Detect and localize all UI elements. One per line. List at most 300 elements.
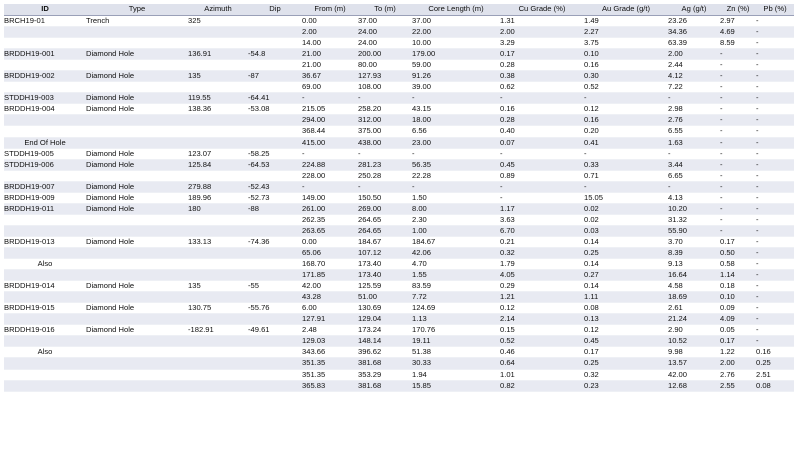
cell-dip: -64.41 [248, 93, 302, 104]
cell-dip: -58.25 [248, 148, 302, 159]
cell-ag: - [668, 181, 720, 192]
cell-pb: - [756, 104, 794, 115]
cell-type: Diamond Hole [86, 303, 188, 314]
table-row [4, 259, 794, 270]
cell-azimuth: 125.84 [188, 159, 248, 170]
cell-azimuth [188, 27, 248, 38]
cell-dip: -52.73 [248, 192, 302, 203]
cell-core-length: 22.00 [412, 27, 500, 38]
cell-from: 263.65 [302, 225, 358, 236]
cell-pb: 0.16 [756, 347, 794, 358]
table-row [4, 358, 794, 369]
cell-from: 215.05 [302, 104, 358, 115]
cell-azimuth: -182.91 [188, 325, 248, 336]
cell-to: 381.68 [358, 358, 412, 369]
table-row [4, 115, 794, 126]
cell-dip [248, 358, 302, 369]
table-row [4, 314, 794, 325]
cell-type: Diamond Hole [86, 281, 188, 292]
cell-to: 173.40 [358, 270, 412, 281]
cell-zn: 2.00 [720, 358, 756, 369]
cell-dip: -54.8 [248, 49, 302, 60]
cell-cu-grade: 0.89 [500, 170, 584, 181]
cell-zn: 0.10 [720, 292, 756, 303]
cell-core-length: 6.56 [412, 126, 500, 137]
cell-zn: 0.09 [720, 303, 756, 314]
cell-id: STDDH19-003 [4, 93, 86, 104]
column-header-pb: Pb (%) [756, 4, 794, 16]
cell-dip: -55.76 [248, 303, 302, 314]
cell-core-length: 23.00 [412, 137, 500, 148]
cell-dip [248, 270, 302, 281]
cell-from: 415.00 [302, 137, 358, 148]
cell-from: 69.00 [302, 82, 358, 93]
cell-to: 24.00 [358, 27, 412, 38]
cell-from: 21.00 [302, 49, 358, 60]
cell-au-grade: 0.16 [584, 115, 668, 126]
cell-core-length: 42.06 [412, 247, 500, 258]
cell-pb: - [756, 27, 794, 38]
cell-zn: - [720, 170, 756, 181]
cell-dip [248, 16, 302, 27]
cell-to: 108.00 [358, 82, 412, 93]
cell-dip [248, 314, 302, 325]
cell-type [86, 137, 188, 148]
cell-type: Diamond Hole [86, 159, 188, 170]
cell-au-grade: - [584, 93, 668, 104]
cell-pb: - [756, 325, 794, 336]
cell-cu-grade: - [500, 93, 584, 104]
cell-ag: 2.98 [668, 104, 720, 115]
cell-au-grade: 3.75 [584, 38, 668, 49]
drill-results-table [4, 4, 794, 392]
cell-cu-grade: 0.62 [500, 82, 584, 93]
cell-cu-grade: 0.12 [500, 303, 584, 314]
cell-pb: - [756, 82, 794, 93]
cell-cu-grade: 0.45 [500, 159, 584, 170]
cell-dip: -88 [248, 203, 302, 214]
cell-core-length: 4.70 [412, 259, 500, 270]
cell-from: 149.00 [302, 192, 358, 203]
cell-core-length: 2.30 [412, 214, 500, 225]
cell-ag: 4.13 [668, 192, 720, 203]
cell-from: 343.66 [302, 347, 358, 358]
cell-from: 228.00 [302, 170, 358, 181]
table-row [4, 71, 794, 82]
cell-from: 351.35 [302, 358, 358, 369]
cell-type [86, 358, 188, 369]
cell-core-length: 179.00 [412, 49, 500, 60]
cell-type [86, 292, 188, 303]
cell-cu-grade: 6.70 [500, 225, 584, 236]
cell-from: 0.00 [302, 236, 358, 247]
cell-core-length: 7.72 [412, 292, 500, 303]
cell-ag: 6.65 [668, 170, 720, 181]
cell-to: 51.00 [358, 292, 412, 303]
table-row [4, 181, 794, 192]
cell-cu-grade: 0.21 [500, 236, 584, 247]
cell-dip: -74.36 [248, 236, 302, 247]
cell-zn: 2.55 [720, 380, 756, 391]
table-row [4, 236, 794, 247]
cell-azimuth: 135 [188, 71, 248, 82]
cell-to: - [358, 148, 412, 159]
cell-au-grade: 0.25 [584, 358, 668, 369]
cell-cu-grade: 1.21 [500, 292, 584, 303]
table-row [4, 270, 794, 281]
cell-pb: - [756, 93, 794, 104]
cell-dip [248, 115, 302, 126]
table-row [4, 214, 794, 225]
cell-cu-grade: - [500, 181, 584, 192]
cell-ag: 12.68 [668, 380, 720, 391]
cell-azimuth [188, 270, 248, 281]
cell-zn: - [720, 159, 756, 170]
cell-azimuth [188, 247, 248, 258]
cell-pb: - [756, 148, 794, 159]
cell-cu-grade: 0.40 [500, 126, 584, 137]
cell-zn: 0.58 [720, 259, 756, 270]
cell-from: 368.44 [302, 126, 358, 137]
cell-core-length: - [412, 93, 500, 104]
cell-zn: 0.17 [720, 336, 756, 347]
cell-core-length: 30.33 [412, 358, 500, 369]
cell-au-grade: 0.71 [584, 170, 668, 181]
cell-to: - [358, 181, 412, 192]
cell-dip [248, 137, 302, 148]
cell-azimuth [188, 60, 248, 71]
cell-dip [248, 225, 302, 236]
cell-type: Diamond Hole [86, 192, 188, 203]
cell-au-grade: 0.12 [584, 325, 668, 336]
cell-core-length: 1.00 [412, 225, 500, 236]
cell-type [86, 369, 188, 380]
cell-to: 127.93 [358, 71, 412, 82]
cell-cu-grade: - [500, 148, 584, 159]
cell-from: 65.06 [302, 247, 358, 258]
cell-dip: -53.08 [248, 104, 302, 115]
cell-cu-grade: 3.63 [500, 214, 584, 225]
cell-type: Diamond Hole [86, 181, 188, 192]
cell-pb: - [756, 247, 794, 258]
column-header-au-grade: Au Grade (g/t) [584, 4, 668, 16]
cell-core-length: 39.00 [412, 82, 500, 93]
cell-to: 37.00 [358, 16, 412, 27]
cell-type [86, 225, 188, 236]
cell-au-grade: 0.23 [584, 380, 668, 391]
cell-dip [248, 214, 302, 225]
cell-azimuth [188, 336, 248, 347]
cell-to: 264.65 [358, 214, 412, 225]
cell-au-grade: 0.03 [584, 225, 668, 236]
cell-to: 125.59 [358, 281, 412, 292]
table-row [4, 281, 794, 292]
cell-core-length: 22.28 [412, 170, 500, 181]
table-row [4, 170, 794, 181]
table-row [4, 82, 794, 93]
cell-type [86, 82, 188, 93]
cell-core-length: - [412, 181, 500, 192]
cell-core-length: 59.00 [412, 60, 500, 71]
cell-ag: 21.24 [668, 314, 720, 325]
cell-cu-grade: 1.01 [500, 369, 584, 380]
cell-id [4, 170, 86, 181]
cell-azimuth [188, 214, 248, 225]
cell-zn: - [720, 49, 756, 60]
cell-core-length: 51.38 [412, 347, 500, 358]
cell-id: BRDDH19-015 [4, 303, 86, 314]
table-row [4, 336, 794, 347]
cell-from: 14.00 [302, 38, 358, 49]
cell-id [4, 38, 86, 49]
cell-from: 168.70 [302, 259, 358, 270]
cell-au-grade: 0.12 [584, 104, 668, 115]
cell-zn: - [720, 137, 756, 148]
cell-ag: 2.44 [668, 60, 720, 71]
cell-type: Trench [86, 16, 188, 27]
cell-id: STDDH19-006 [4, 159, 86, 170]
cell-cu-grade: 0.28 [500, 115, 584, 126]
column-header-ag: Ag (g/t) [668, 4, 720, 16]
cell-zn: - [720, 225, 756, 236]
cell-ag: 6.55 [668, 126, 720, 137]
cell-au-grade: - [584, 181, 668, 192]
cell-azimuth: 325 [188, 16, 248, 27]
cell-au-grade: 0.41 [584, 137, 668, 148]
cell-core-length: 18.00 [412, 115, 500, 126]
cell-from: 36.67 [302, 71, 358, 82]
cell-to: 148.14 [358, 336, 412, 347]
cell-from: 261.00 [302, 203, 358, 214]
cell-to: 269.00 [358, 203, 412, 214]
cell-ag: 9.98 [668, 347, 720, 358]
cell-to: 184.67 [358, 236, 412, 247]
cell-azimuth [188, 225, 248, 236]
cell-ag: 4.12 [668, 71, 720, 82]
cell-pb: - [756, 270, 794, 281]
cell-azimuth [188, 369, 248, 380]
cell-pb: - [756, 137, 794, 148]
cell-au-grade: 0.33 [584, 159, 668, 170]
cell-cu-grade: 0.82 [500, 380, 584, 391]
cell-to: 173.40 [358, 259, 412, 270]
cell-to: 438.00 [358, 137, 412, 148]
cell-from: 365.83 [302, 380, 358, 391]
cell-id [4, 369, 86, 380]
cell-zn: - [720, 192, 756, 203]
cell-au-grade: 0.52 [584, 82, 668, 93]
table-body [4, 16, 794, 392]
cell-au-grade: 0.14 [584, 236, 668, 247]
cell-au-grade: 0.13 [584, 314, 668, 325]
cell-azimuth [188, 358, 248, 369]
cell-au-grade: 0.25 [584, 247, 668, 258]
cell-pb: 0.25 [756, 358, 794, 369]
cell-zn: 4.09 [720, 314, 756, 325]
cell-dip [248, 259, 302, 270]
cell-pb: - [756, 203, 794, 214]
cell-id [4, 336, 86, 347]
table-row [4, 325, 794, 336]
cell-au-grade: 0.08 [584, 303, 668, 314]
cell-type: Diamond Hole [86, 104, 188, 115]
cell-ag: 9.13 [668, 259, 720, 270]
cell-id [4, 126, 86, 137]
cell-pb: 2.51 [756, 369, 794, 380]
cell-ag: 2.61 [668, 303, 720, 314]
cell-ag: 31.32 [668, 214, 720, 225]
cell-id: BRDDH19-007 [4, 181, 86, 192]
cell-ag: 4.58 [668, 281, 720, 292]
cell-zn: 1.14 [720, 270, 756, 281]
cell-zn: - [720, 148, 756, 159]
cell-azimuth [188, 38, 248, 49]
cell-id: BRDDH19-013 [4, 236, 86, 247]
cell-to: 24.00 [358, 38, 412, 49]
cell-zn: 2.76 [720, 369, 756, 380]
cell-type: Diamond Hole [86, 148, 188, 159]
table-row [4, 60, 794, 71]
cell-zn: 0.05 [720, 325, 756, 336]
cell-id [4, 247, 86, 258]
cell-core-length: - [412, 148, 500, 159]
cell-ag: 34.36 [668, 27, 720, 38]
cell-id: BRDDH19-016 [4, 325, 86, 336]
cell-au-grade: 0.14 [584, 281, 668, 292]
cell-ag: 16.64 [668, 270, 720, 281]
cell-core-length: 1.94 [412, 369, 500, 380]
cell-azimuth [188, 347, 248, 358]
column-header-id: ID [4, 4, 86, 16]
cell-dip [248, 292, 302, 303]
table-row [4, 192, 794, 203]
cell-pb: - [756, 314, 794, 325]
cell-from: 351.35 [302, 369, 358, 380]
cell-core-length: 170.76 [412, 325, 500, 336]
cell-from: 171.85 [302, 270, 358, 281]
cell-azimuth: 279.88 [188, 181, 248, 192]
cell-dip [248, 347, 302, 358]
cell-ag: 1.63 [668, 137, 720, 148]
cell-to: 250.28 [358, 170, 412, 181]
cell-to: 173.24 [358, 325, 412, 336]
table-row [4, 126, 794, 137]
cell-azimuth: 136.91 [188, 49, 248, 60]
cell-azimuth: 123.07 [188, 148, 248, 159]
cell-ag: 2.00 [668, 49, 720, 60]
cell-azimuth [188, 115, 248, 126]
cell-id [4, 270, 86, 281]
cell-azimuth [188, 126, 248, 137]
cell-to: 281.23 [358, 159, 412, 170]
cell-au-grade: 0.20 [584, 126, 668, 137]
table-row [4, 369, 794, 380]
cell-cu-grade: 2.14 [500, 314, 584, 325]
cell-to: 258.20 [358, 104, 412, 115]
cell-cu-grade: 0.07 [500, 137, 584, 148]
cell-au-grade: 0.02 [584, 203, 668, 214]
cell-pb: - [756, 303, 794, 314]
table-row [4, 225, 794, 236]
cell-core-length: 184.67 [412, 236, 500, 247]
cell-to: 80.00 [358, 60, 412, 71]
cell-ag: 10.20 [668, 203, 720, 214]
cell-zn: 0.50 [720, 247, 756, 258]
cell-pb: - [756, 60, 794, 71]
cell-azimuth: 138.36 [188, 104, 248, 115]
table-row [4, 93, 794, 104]
cell-to: 129.04 [358, 314, 412, 325]
table-row [4, 16, 794, 27]
cell-core-length: 19.11 [412, 336, 500, 347]
cell-zn: 0.17 [720, 236, 756, 247]
cell-type [86, 27, 188, 38]
cell-from: 294.00 [302, 115, 358, 126]
cell-cu-grade: - [500, 192, 584, 203]
cell-to: 150.50 [358, 192, 412, 203]
cell-ag: 13.57 [668, 358, 720, 369]
cell-azimuth: 119.55 [188, 93, 248, 104]
cell-to: 200.00 [358, 49, 412, 60]
table-row [4, 137, 794, 148]
cell-pb: - [756, 225, 794, 236]
cell-type [86, 60, 188, 71]
cell-core-length: 124.69 [412, 303, 500, 314]
cell-cu-grade: 0.15 [500, 325, 584, 336]
cell-dip: -55 [248, 281, 302, 292]
cell-pb: - [756, 336, 794, 347]
cell-au-grade: 0.14 [584, 259, 668, 270]
cell-azimuth: 130.75 [188, 303, 248, 314]
cell-au-grade: 0.17 [584, 347, 668, 358]
table-row [4, 380, 794, 391]
cell-type [86, 126, 188, 137]
column-header-from: From (m) [302, 4, 358, 16]
cell-au-grade: - [584, 148, 668, 159]
cell-zn: - [720, 115, 756, 126]
cell-to: 375.00 [358, 126, 412, 137]
cell-zn: 8.59 [720, 38, 756, 49]
cell-cu-grade: 2.00 [500, 27, 584, 38]
cell-ag: 8.39 [668, 247, 720, 258]
cell-cu-grade: 0.28 [500, 60, 584, 71]
cell-type [86, 270, 188, 281]
cell-from: 127.91 [302, 314, 358, 325]
cell-cu-grade: 0.46 [500, 347, 584, 358]
cell-ag: 7.22 [668, 82, 720, 93]
cell-from: - [302, 181, 358, 192]
cell-pb: - [756, 292, 794, 303]
cell-zn: 4.69 [720, 27, 756, 38]
cell-azimuth [188, 137, 248, 148]
cell-from: - [302, 148, 358, 159]
cell-id: BRDDH19-009 [4, 192, 86, 203]
cell-au-grade: 0.16 [584, 60, 668, 71]
cell-id: BRDDH19-014 [4, 281, 86, 292]
cell-id [4, 82, 86, 93]
cell-pb: 0.08 [756, 380, 794, 391]
table-row [4, 303, 794, 314]
cell-id [4, 115, 86, 126]
table-row [4, 292, 794, 303]
cell-dip [248, 380, 302, 391]
cell-cu-grade: 0.52 [500, 336, 584, 347]
cell-to: 130.69 [358, 303, 412, 314]
cell-cu-grade: 0.64 [500, 358, 584, 369]
cell-pb: - [756, 259, 794, 270]
cell-id [4, 60, 86, 71]
cell-core-length: 15.85 [412, 380, 500, 391]
